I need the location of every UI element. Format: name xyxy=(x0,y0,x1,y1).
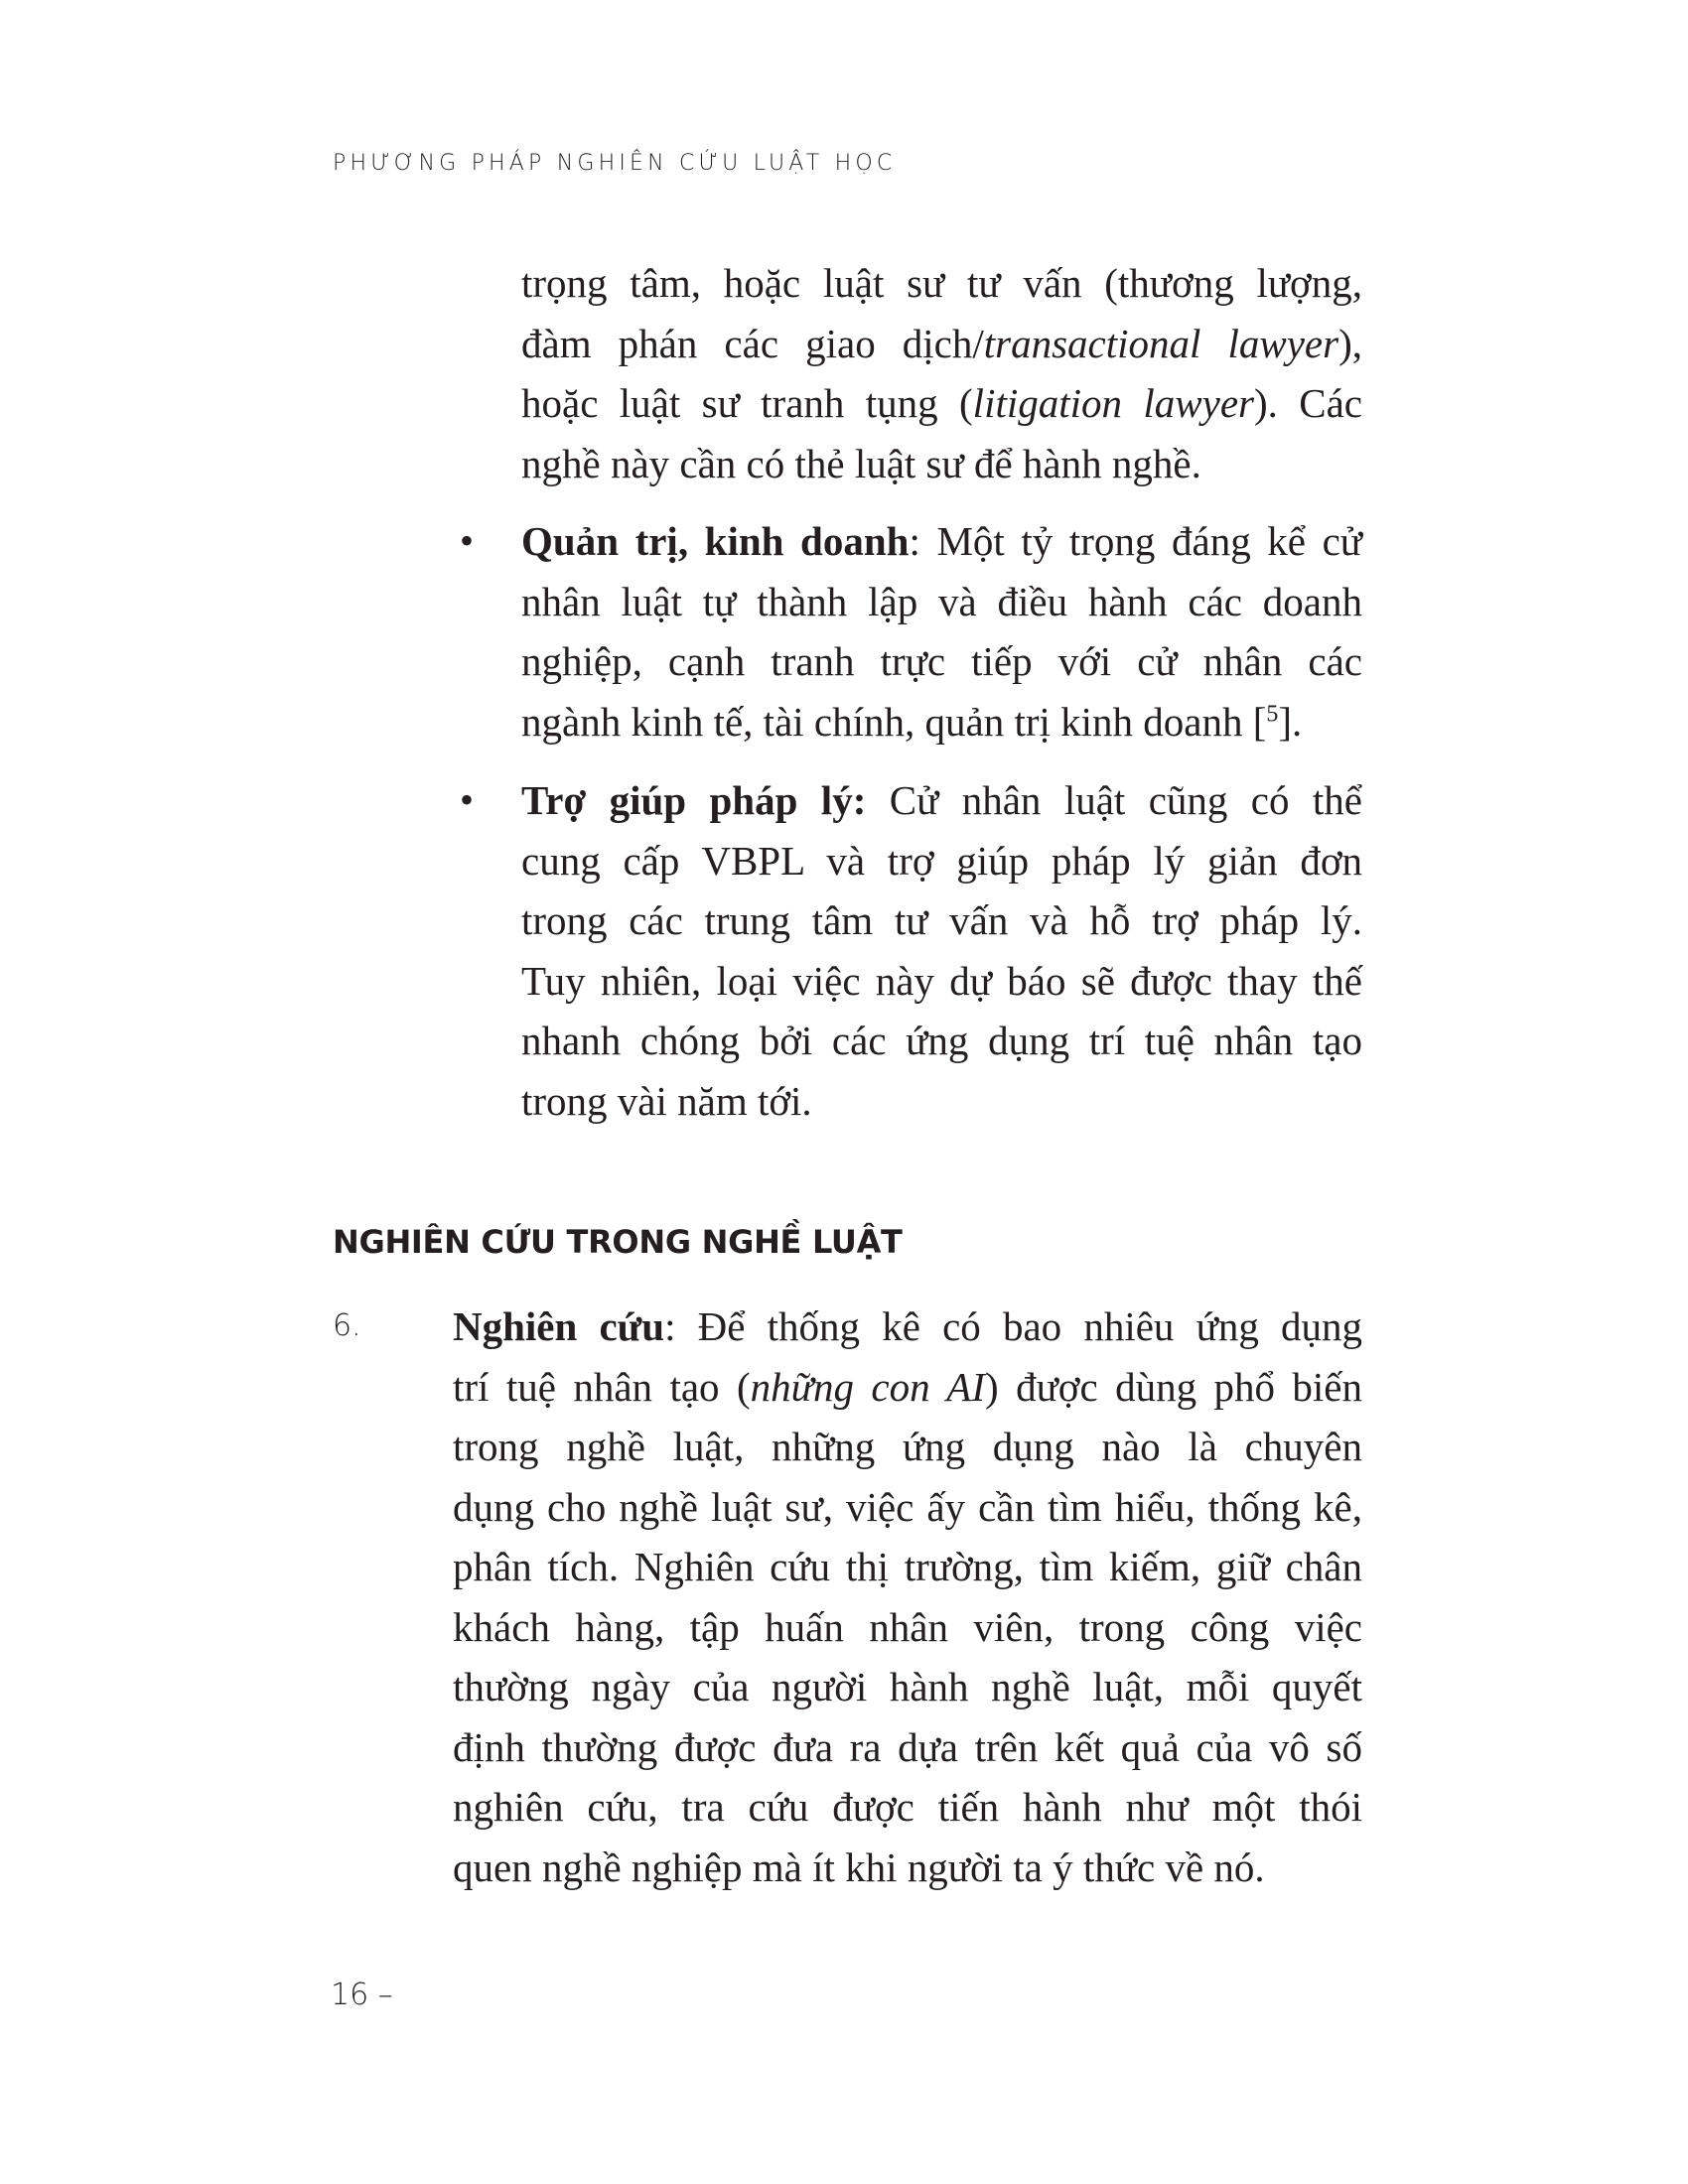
text-line xyxy=(521,572,1362,632)
text-run: trong các trung tâm tư vấn và hỗ trợ pháp lý. xyxy=(521,897,1362,943)
text-run: ) được dùng phổ biến xyxy=(985,1363,1363,1410)
text-run: nghiên cứu, tra cứu được tiến hành như một thói xyxy=(453,1784,1362,1830)
text-line xyxy=(521,831,1362,891)
text-line xyxy=(521,373,1362,434)
text-run: ]. xyxy=(1278,698,1303,745)
italic-text: transactional lawyer xyxy=(983,320,1339,366)
text-run: cung cấp VBPL và trợ giúp pháp lý giản đơn xyxy=(521,837,1362,884)
text-run: : Một tỷ trọng đáng kể cử xyxy=(909,518,1362,564)
text-run: nhân luật tự thành lập và điều hành các doanh xyxy=(521,578,1362,624)
italic-text: những con AI xyxy=(750,1363,985,1410)
text-run: nghề này cần có thẻ luật sư để hành nghề. xyxy=(521,440,1201,486)
text-run: định thường được đưa ra dựa trên kết quả của vô số xyxy=(453,1723,1362,1770)
text-run: trí tuệ nhân tạo ( xyxy=(453,1363,751,1410)
text-line xyxy=(521,253,1362,314)
text-line xyxy=(521,511,1362,572)
text-run: hoặc luật sư tranh tụng ( xyxy=(521,380,973,426)
text-line xyxy=(453,1357,1362,1418)
paragraph-continuation xyxy=(521,253,1362,493)
text-line xyxy=(453,1297,1362,1357)
text-line xyxy=(521,1011,1362,1071)
text-line xyxy=(521,631,1362,692)
text-run: trong vài năm tới. xyxy=(521,1077,812,1124)
text-line xyxy=(521,692,1362,752)
text-run: nhanh chóng bởi các ứng dụng trí tuệ nhân tạo xyxy=(521,1018,1362,1063)
section-heading: NGHIÊN CỨU TRONG NGHỀ LUẬT xyxy=(333,1223,903,1261)
text-run: ngành kinh tế, tài chính, quản trị kinh doanh [ xyxy=(521,698,1267,745)
text-run: phân tích. Nghiên cứu thị trường, tìm kiếm, giữ chân xyxy=(453,1544,1362,1589)
bold-term: Trợ giúp pháp lý: xyxy=(521,777,867,823)
text-line xyxy=(521,314,1362,374)
text-run: dụng cho nghề luật sư, việc ấy cần tìm hiểu, thống kê, xyxy=(453,1483,1362,1530)
bullet-icon: • xyxy=(460,777,475,822)
text-run: đàm phán các giao dịch/ xyxy=(521,320,984,366)
running-header: PHƯƠNG PHÁP NGHIÊN CỨU LUẬT HỌC xyxy=(333,151,897,176)
bullet-legal-aid xyxy=(460,770,1362,1131)
text-line xyxy=(453,1838,1362,1898)
bold-term: Nghiên cứu xyxy=(453,1303,665,1349)
text-line xyxy=(521,434,1362,494)
text-line xyxy=(453,1657,1362,1717)
text-run: : Để thống kê có bao nhiêu ứng dụng xyxy=(664,1303,1363,1349)
bullet-icon: • xyxy=(460,518,475,563)
text-run: trọng tâm, hoặc luật sư tư vấn (thương lượng, xyxy=(521,260,1362,306)
numbered-paragraph xyxy=(453,1297,1362,1897)
footnote-ref: 5 xyxy=(1266,700,1279,727)
text-run: Cử nhân luật cũng có thể xyxy=(866,777,1362,823)
text-run: ). Các xyxy=(1253,380,1362,426)
text-line xyxy=(521,890,1362,951)
page-number: 16 – xyxy=(331,1978,393,2012)
text-run: quen nghề nghiệp mà ít khi người ta ý thức về nó. xyxy=(453,1843,1265,1890)
italic-text: litigation lawyer xyxy=(972,380,1254,426)
text-run: trong nghề luật, những ứng dụng nào là chuyên xyxy=(453,1424,1362,1469)
text-run: Tuy nhiên, loại việc này dự báo sẽ được thay thế xyxy=(521,957,1362,1004)
text-line xyxy=(453,1597,1362,1658)
text-run: thường ngày của người hành nghề luật, mỗi quyết xyxy=(453,1664,1362,1709)
text-line xyxy=(453,1417,1362,1477)
bold-term: Quản trị, kinh doanh xyxy=(521,518,910,564)
text-line xyxy=(453,1537,1362,1597)
text-run: ), xyxy=(1338,320,1362,366)
text-line xyxy=(521,770,1362,831)
item-number: 6. xyxy=(333,1308,361,1343)
text-line xyxy=(453,1717,1362,1778)
text-run: khách hàng, tập huấn nhân viên, trong công việc xyxy=(453,1603,1362,1650)
text-line xyxy=(521,951,1362,1012)
bullet-business xyxy=(460,511,1362,751)
text-line xyxy=(453,1777,1362,1838)
text-line xyxy=(521,1071,1362,1132)
text-line xyxy=(453,1477,1362,1538)
text-run: nghiệp, cạnh tranh trực tiếp với cử nhân các xyxy=(521,638,1362,684)
